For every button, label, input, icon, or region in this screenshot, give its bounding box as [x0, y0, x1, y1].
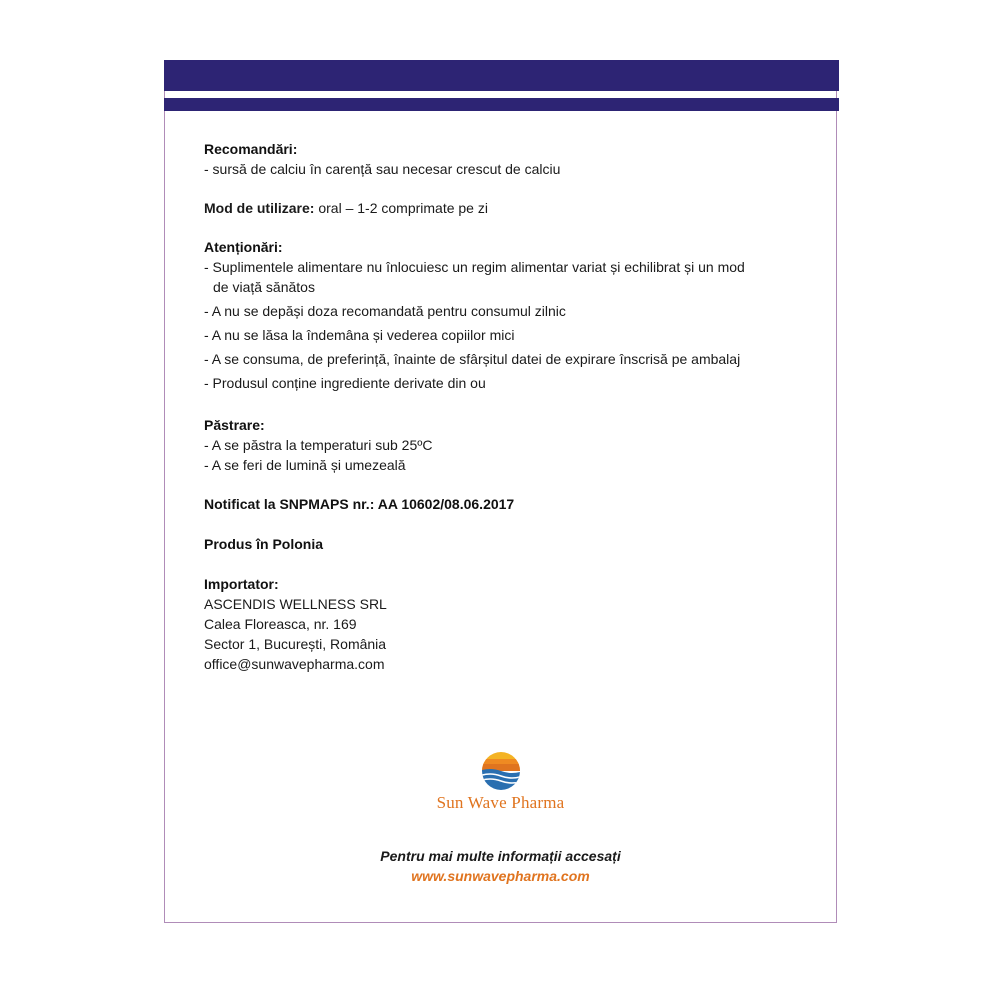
usage-text: oral – 1-2 comprimate pe zi — [318, 200, 488, 216]
storage-heading: Păstrare: — [204, 417, 265, 433]
brand-logo — [165, 751, 836, 813]
importer-email: office@sunwavepharma.com — [204, 656, 385, 672]
warning-item-continued: de viață sănătos — [213, 279, 315, 295]
importer-line: Sector 1, București, România — [204, 636, 387, 652]
usage-section — [204, 198, 824, 218]
importer-line: ASCENDIS WELLNESS SRL — [204, 596, 387, 612]
warning-item: - A nu se depăși doza recomandată pentru consumul zilnic — [204, 303, 566, 319]
recommendations-heading: Recomandări: — [204, 141, 298, 157]
warnings-section — [204, 237, 824, 393]
recommendation-item: - sursă de calciu în carență sau necesar crescut de calciu — [204, 161, 561, 177]
warning-item: - A se consuma, de preferință, înainte de sfârșitul datei de expirare înscrisă pe ambalaj — [204, 351, 741, 367]
header-band — [164, 60, 839, 91]
notification-text: Notificat la SNPMAPS nr.: AA 10602/08.06.2017 — [204, 496, 515, 512]
storage-section — [204, 415, 824, 475]
importer-line: Calea Floreasca, nr. 169 — [204, 616, 357, 632]
footer-text: Pentru mai multe informații accesați — [380, 848, 621, 864]
importer-section — [204, 574, 824, 674]
warnings-heading: Atenționări: — [204, 239, 283, 255]
warning-item: - A nu se lăsa la îndemâna și vederea copiilor mici — [204, 327, 515, 343]
warning-item: - Produsul conține ingrediente derivate din ou — [204, 375, 486, 391]
warning-item: - Suplimentele alimentare nu înlocuiesc un regim alimentar variat și echilibrat și un mod — [204, 259, 745, 275]
label-content — [204, 139, 824, 693]
importer-heading: Importator: — [204, 576, 279, 592]
origin-text: Produs în Polonia — [204, 536, 324, 552]
storage-item: - A se feri de lumină și umezeală — [204, 457, 406, 473]
brand-name: Sun Wave Pharma — [436, 793, 565, 812]
footer — [165, 846, 836, 886]
usage-label: Mod de utilizare: — [204, 200, 315, 216]
label-card — [164, 60, 837, 923]
recommendations-section — [204, 139, 824, 179]
header-stripe — [164, 98, 839, 111]
website-link[interactable]: www.sunwavepharma.com — [411, 868, 590, 884]
storage-item: - A se păstra la temperaturi sub 25ºC — [204, 437, 433, 453]
sun-wave-logo-icon — [479, 751, 523, 791]
